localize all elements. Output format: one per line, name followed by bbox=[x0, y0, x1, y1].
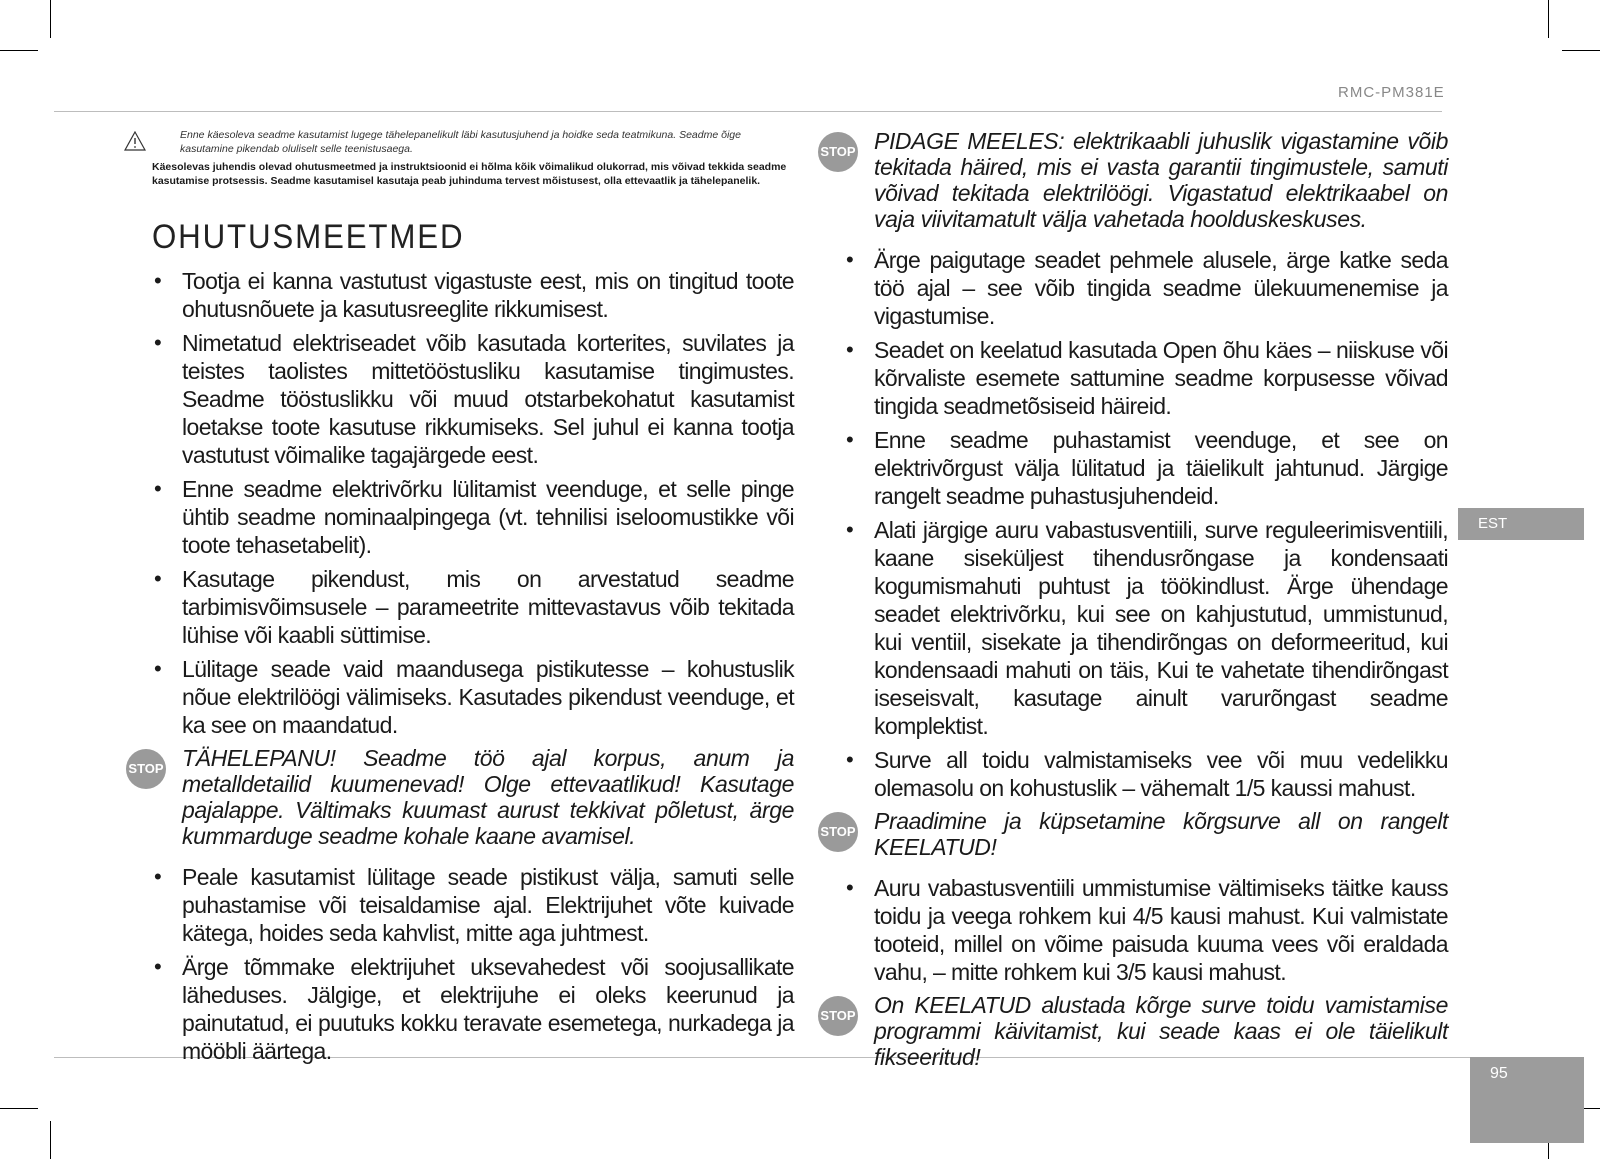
stop-icon: STOP bbox=[818, 996, 858, 1036]
list-item: • Enne seadme puhastamist veenduge, et see on elektrivõrgust välja lülitatud ja täielikult jahtunud. Järgige rangelt seadme puhastusjuhendeid. bbox=[844, 426, 1448, 510]
intro-notes bbox=[152, 128, 794, 188]
stop-warning bbox=[820, 128, 1448, 232]
crop-mark bbox=[50, 0, 51, 38]
model-number: RMC-PM381E bbox=[1338, 84, 1445, 101]
stop-warning-text: PIDAGE MEELES: elektrikaabli juhuslik vigastamine võib tekitada häired, mis ei vasta garantii tingimustele, samuti võivad tekitada elektrilöögi. Vigastatud elektrikaabel on vaja viivitamatult välja vahetada hoolduskeskuses. bbox=[874, 128, 1448, 232]
stop-icon: STOP bbox=[818, 812, 858, 852]
safety-list bbox=[844, 874, 1448, 986]
stop-warning bbox=[128, 745, 794, 849]
list-item: • Seadet on keelatud kasutada Open õhu käes – niiskuse või kõrvaliste esemete sattumine seadme korpusesse võivad tingida seadmetõsiseid häireid. bbox=[844, 336, 1448, 420]
list-item: • Lülitage seade vaid maandusega pistikutesse – kohustuslik nõue elektrilöögi välimiseks. Kasutades pikendust veenduge, et ka see on maandatud. bbox=[152, 655, 794, 739]
page-number: 95 bbox=[1470, 1057, 1584, 1143]
crop-mark bbox=[50, 1121, 51, 1159]
list-item: • Ärge tõmmake elektrijuhet uksevahedest või soojusallikate läheduses. Jälgige, et elektrijuhe ei oleks keerunud ja painutatud, ei puutuks kokku teravate esemetega, nurkadega ja mööbli äärtega. bbox=[152, 953, 794, 1065]
list-item: • Nimetatud elektriseadet võib kasutada korterites, suvilates ja teistes taolistes mittetööstusliku kasutamise tingimustes. Seadme tööstuslikku või muud otstarbekohatut kasutamist loetakse toote kasutuse rikkumiseks. Sel juhul ei kanna tootja vastutust võimalike tagajärgede eest. bbox=[152, 329, 794, 469]
crop-mark bbox=[1562, 50, 1600, 51]
list-item: • Alati järgige auru vabastusventiili, surve reguleerimisventiili, kaane siseküljest tihendusrõngase ja kondensaati kogumismahuti puhtust ja töökindlust. Ärge ühendage seadet elektrivõrku, kui see on kahjustutud, ummistunud, kui ventiil, sisekate ja tihendirõngas on deformeeritud, kui kondensaadi mahuti on täis, Kui te vahetate tihendirõngast iseseisvalt, kasutage ainult varurõngast seadme komplektist. bbox=[844, 516, 1448, 740]
list-item: • Tootja ei kanna vastutust vigastuste eest, mis on tingitud toote ohutusnõuete ja kasutusreeglite rikkumisest. bbox=[152, 267, 794, 323]
stop-warning-text: Praadimine ja küpsetamine kõrgsurve all on rangelt KEELATUD! bbox=[874, 808, 1448, 860]
list-item: • Auru vabastusventiili ummistumise vältimiseks täitke kauss toidu ja veega rohkem kui 4/5 kausi mahust. Kui valmistate tooteid, millel on võime paisuda kuuma vees või eraldada vahu, – mitte rohkem kui 3/5 kausi mahust. bbox=[844, 874, 1448, 986]
intro-italic-note: Enne käesoleva seadme kasutamist lugege tähelepanelikult läbi kasutusjuhend ja hoidke seda teatmikuna. Seadme õige kasutamine pikendab oluliselt selle teenistusaega. bbox=[180, 129, 741, 155]
right-column bbox=[820, 128, 1448, 1084]
safety-list bbox=[152, 863, 794, 1065]
section-title: OHUTUSMEETMED bbox=[152, 218, 465, 256]
intro-bold-note: Käesolevas juhendis olevad ohutusmeetmed ja instruktsioonid ei hõlma kõik võimalikud olukorrad, mis võivad tekkida seadme kasutamise protsessis. Seadme kasutamisel kasutaja peab juhinduma tervest mõistusest, olla ettevaatlik ja tähelepanelik. bbox=[152, 161, 787, 187]
list-item: • Ärge paigutage seadet pehmele alusele, ärge katke seda töö ajal – see võib tingida seadme ülekuumenemise ja vigastumise. bbox=[844, 246, 1448, 330]
warning-icon bbox=[124, 131, 146, 151]
stop-icon: STOP bbox=[818, 132, 858, 172]
crop-mark bbox=[1548, 0, 1549, 38]
stop-warning bbox=[820, 808, 1448, 860]
safety-list bbox=[152, 267, 794, 739]
left-column bbox=[128, 128, 794, 1071]
crop-mark bbox=[0, 50, 38, 51]
crop-mark bbox=[0, 1108, 38, 1109]
safety-list bbox=[844, 246, 1448, 802]
stop-warning bbox=[820, 992, 1448, 1070]
language-tab: EST bbox=[1458, 508, 1584, 540]
list-item: • Kasutage pikendust, mis on arvestatud seadme tarbimisvõimsusele – parameetrite mittevastavus võib tekitada lühise või kaabli süttimise. bbox=[152, 565, 794, 649]
stop-warning-text: TÄHELEPANU! Seadme töö ajal korpus, anum ja metalldetailid kuumenevad! Olge ettevaatlikud! Kasutage pajalappe. Vältimaks kuumast aurust tekkivat põletust, ärge kummarduge seadme kohale kaane avamisel. bbox=[182, 745, 794, 849]
stop-icon: STOP bbox=[126, 749, 166, 789]
list-item: • Enne seadme elektrivõrku lülitamist veenduge, et selle pinge ühtib seadme nominaalpingega (vt. tehnilisi iseloomustikke või toote tehasetabelit). bbox=[152, 475, 794, 559]
stop-warning-text: On KEELATUD alustada kõrge surve toidu vamistamise programmi käivitamist, kui seade kaas ei ole täielikult fikseeritud! bbox=[874, 992, 1448, 1070]
list-item: • Peale kasutamist lülitage seade pistikust välja, samuti selle puhastamise või teisaldamise ajal. Elektrijuhet võte kuivade kätega, hoides seda kahvlist, mitte aga juhtmest. bbox=[152, 863, 794, 947]
header-rule bbox=[54, 111, 1442, 112]
list-item: • Surve all toidu valmistamiseks vee või muu vedelikku olemasolu on kohustuslik – vähemalt 1/5 kaussi mahust. bbox=[844, 746, 1448, 802]
